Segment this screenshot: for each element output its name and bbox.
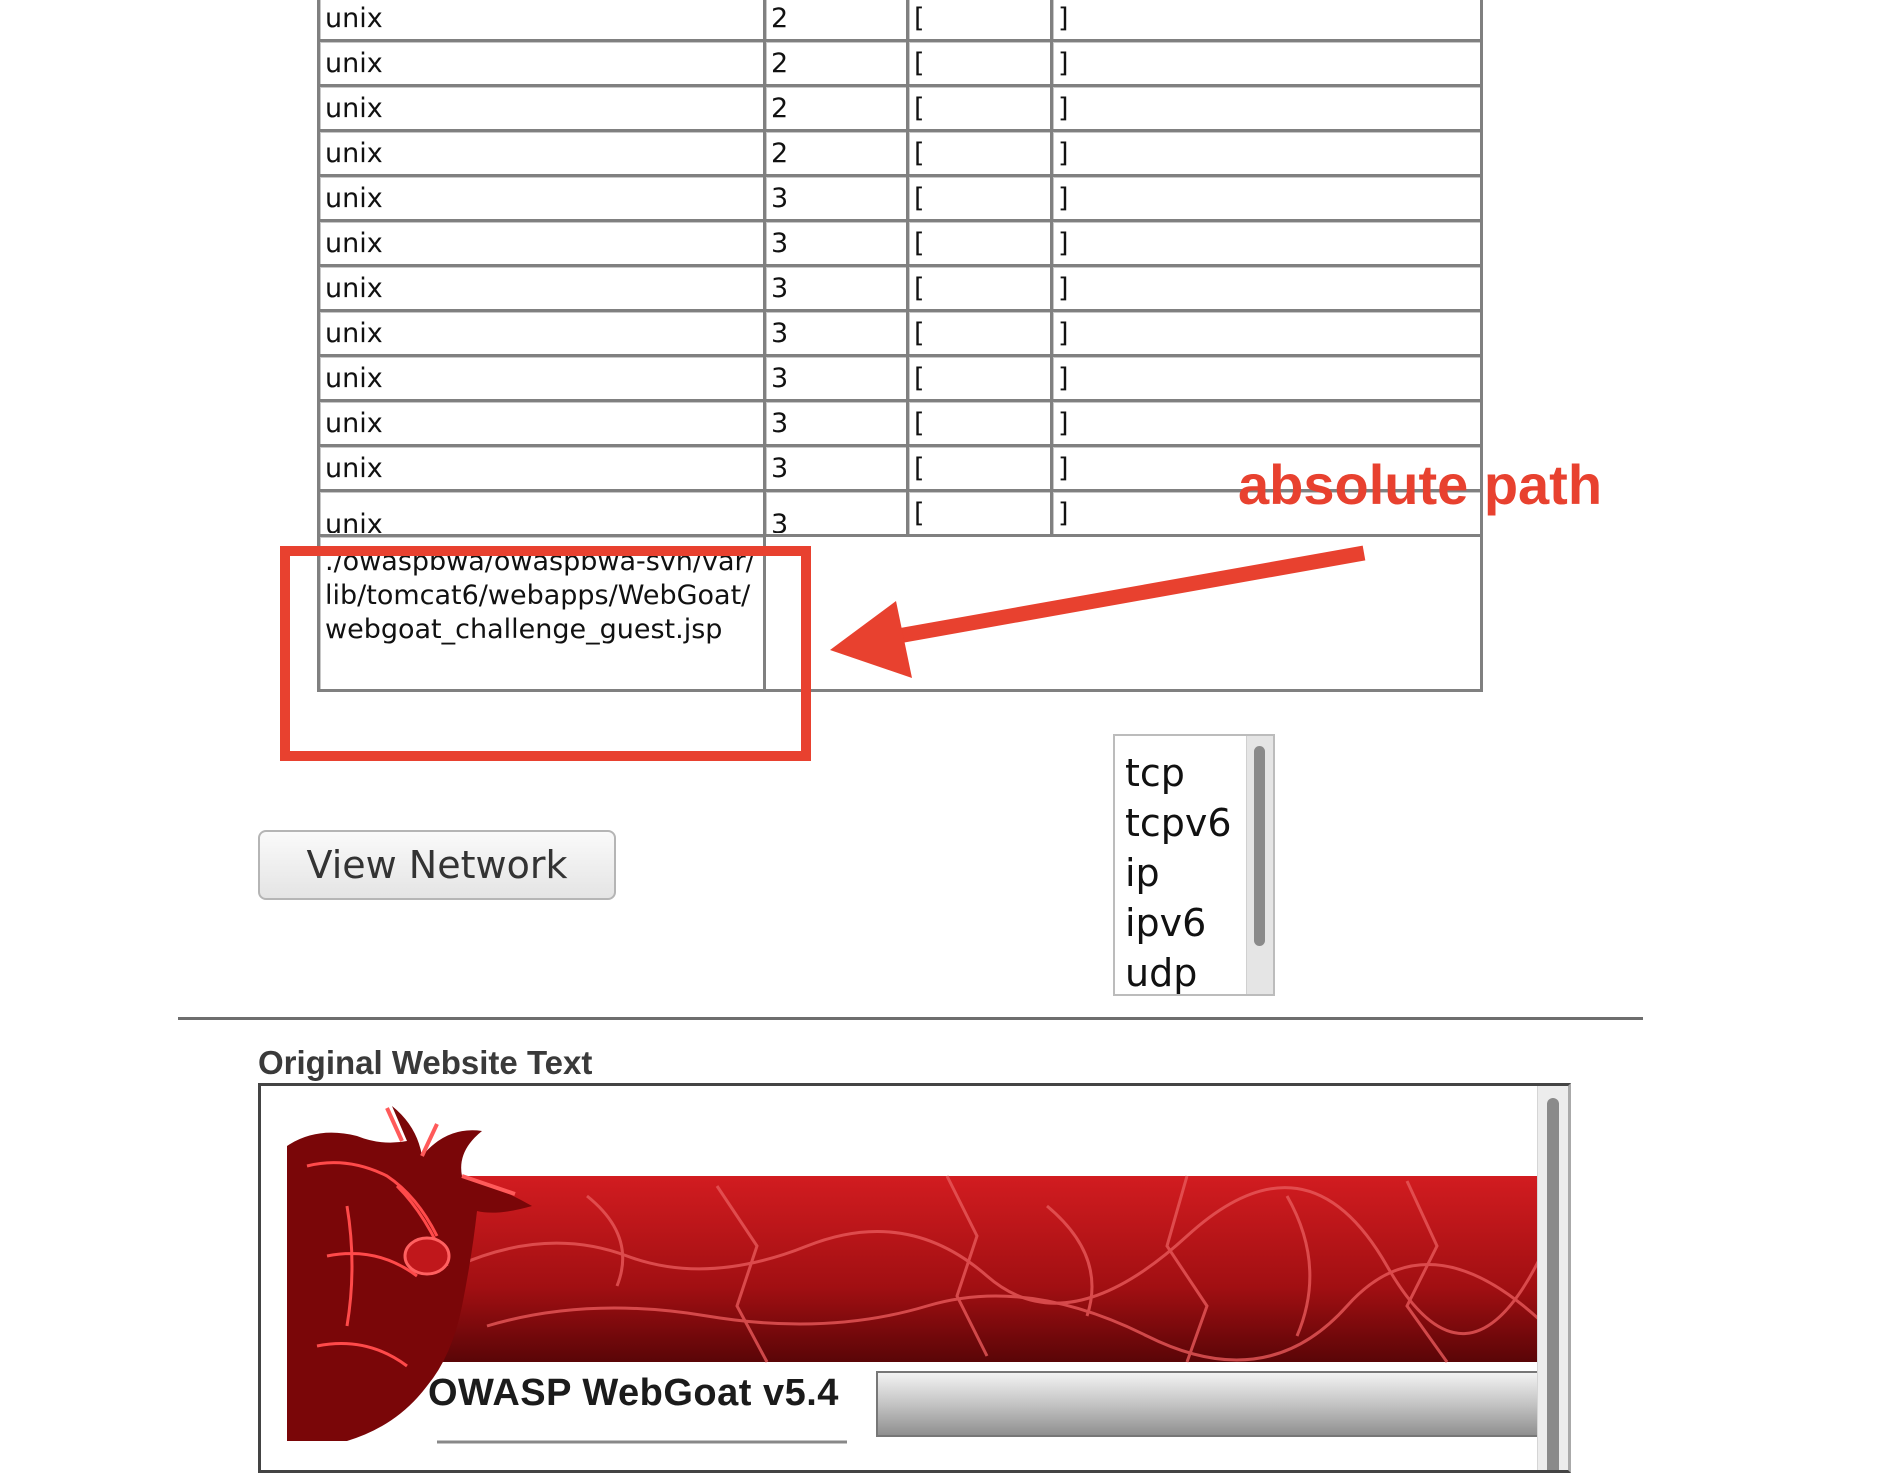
flags-open-cell: [ — [908, 176, 1052, 221]
section-divider — [178, 1017, 1643, 1020]
table-row — [319, 131, 1482, 176]
flags-close-cell: ] — [1052, 266, 1482, 311]
flags-close-cell: ] — [1052, 311, 1482, 356]
scrollbar-thumb[interactable] — [1547, 1098, 1559, 1473]
table-row — [319, 311, 1482, 356]
refcnt-cell: 3 — [765, 266, 908, 311]
table-row — [319, 401, 1482, 446]
refcnt-cell: 2 — [765, 0, 908, 41]
flags-open-cell: [ — [908, 86, 1052, 131]
flags-open-cell: [ — [908, 131, 1052, 176]
table-row — [319, 41, 1482, 86]
flags-close-cell: ] — [1052, 0, 1482, 41]
flags-close-cell: ] — [1052, 86, 1482, 131]
flags-open-cell: [ — [908, 311, 1052, 356]
refcnt-cell: 3 — [765, 356, 908, 401]
frame-scrollbar[interactable] — [1537, 1086, 1568, 1470]
webgoat-version-label: OWASP WebGoat v5.4 — [428, 1372, 839, 1414]
section-title: Original Website Text — [258, 1044, 593, 1081]
table-row — [319, 176, 1482, 221]
refcnt-cell: 2 — [765, 131, 908, 176]
refcnt-cell: 3 — [771, 509, 789, 533]
table-row — [319, 221, 1482, 266]
flags-close-cell: ] — [1052, 41, 1482, 86]
flags-close-cell: ] — [1052, 221, 1482, 266]
proto-cell: unix — [319, 41, 765, 86]
flags-open-cell: [ — [908, 221, 1052, 266]
protocol-list-scrollbar[interactable] — [1246, 736, 1273, 994]
flags-close-cell: ] — [1052, 131, 1482, 176]
proto-cell: unix — [319, 266, 765, 311]
refcnt-cell: 3 — [765, 311, 908, 356]
flags-close-cell: ] — [1052, 446, 1482, 491]
table-row — [319, 86, 1482, 131]
proto-cell: unix — [319, 311, 765, 356]
flags-open-cell: [ — [908, 266, 1052, 311]
refcnt-cell: 3 — [765, 401, 908, 446]
original-website-frame[interactable] — [258, 1083, 1571, 1473]
annotation-highlight-box — [280, 546, 811, 761]
scrollbar-thumb[interactable] — [1254, 746, 1265, 946]
protocol-select[interactable] — [1113, 734, 1275, 996]
empty-cell — [765, 536, 1482, 691]
protocol-option-ip[interactable]: ip — [1125, 851, 1160, 895]
protocol-option-tcp[interactable]: tcp — [1125, 751, 1185, 795]
flags-open-cell: [ — [908, 491, 1052, 536]
refcnt-cell: 2 — [765, 86, 908, 131]
proto-cell: unix — [325, 509, 383, 533]
flags-open-cell: [ — [908, 446, 1052, 491]
flags-close-cell: ] — [1052, 356, 1482, 401]
refcnt-cell: 3 — [765, 221, 908, 266]
proto-cell: unix — [319, 446, 765, 491]
proto-cell: unix — [319, 86, 765, 131]
proto-cell: unix — [319, 0, 765, 41]
refcnt-cell: 2 — [765, 41, 908, 86]
file-path-cell: ./owaspbwa/owaspbwa-svn/var/lib/tomcat6/webapps/WebGoat/webgoat_challenge_guest.jsp — [319, 536, 765, 691]
protocol-option-ipv6[interactable]: ipv6 — [1125, 901, 1207, 945]
flags-open-cell: [ — [908, 0, 1052, 41]
proto-cell: unix — [319, 176, 765, 221]
flags-open-cell: [ — [908, 41, 1052, 86]
proto-cell: unix — [319, 221, 765, 266]
view-network-button[interactable]: View Network — [258, 830, 616, 900]
refcnt-cell: 3 — [765, 176, 908, 221]
protocol-option-udp[interactable]: udp — [1125, 951, 1198, 995]
table-row — [319, 356, 1482, 401]
flags-open-cell: [ — [908, 356, 1052, 401]
table-row — [319, 0, 1482, 41]
refcnt-cell: 3 — [765, 446, 908, 491]
protocol-option-tcpv6[interactable]: tcpv6 — [1125, 801, 1232, 845]
proto-cell: unix — [319, 401, 765, 446]
flags-close-cell: ] — [1052, 176, 1482, 221]
flags-close-cell: ] — [1052, 401, 1482, 446]
annotation-label: absolute path — [1238, 453, 1603, 516]
proto-cell: unix — [319, 131, 765, 176]
proto-cell: unix — [319, 356, 765, 401]
table-row — [319, 266, 1482, 311]
flags-close-cell: ] — [1052, 491, 1482, 536]
flags-open-cell: [ — [908, 401, 1052, 446]
